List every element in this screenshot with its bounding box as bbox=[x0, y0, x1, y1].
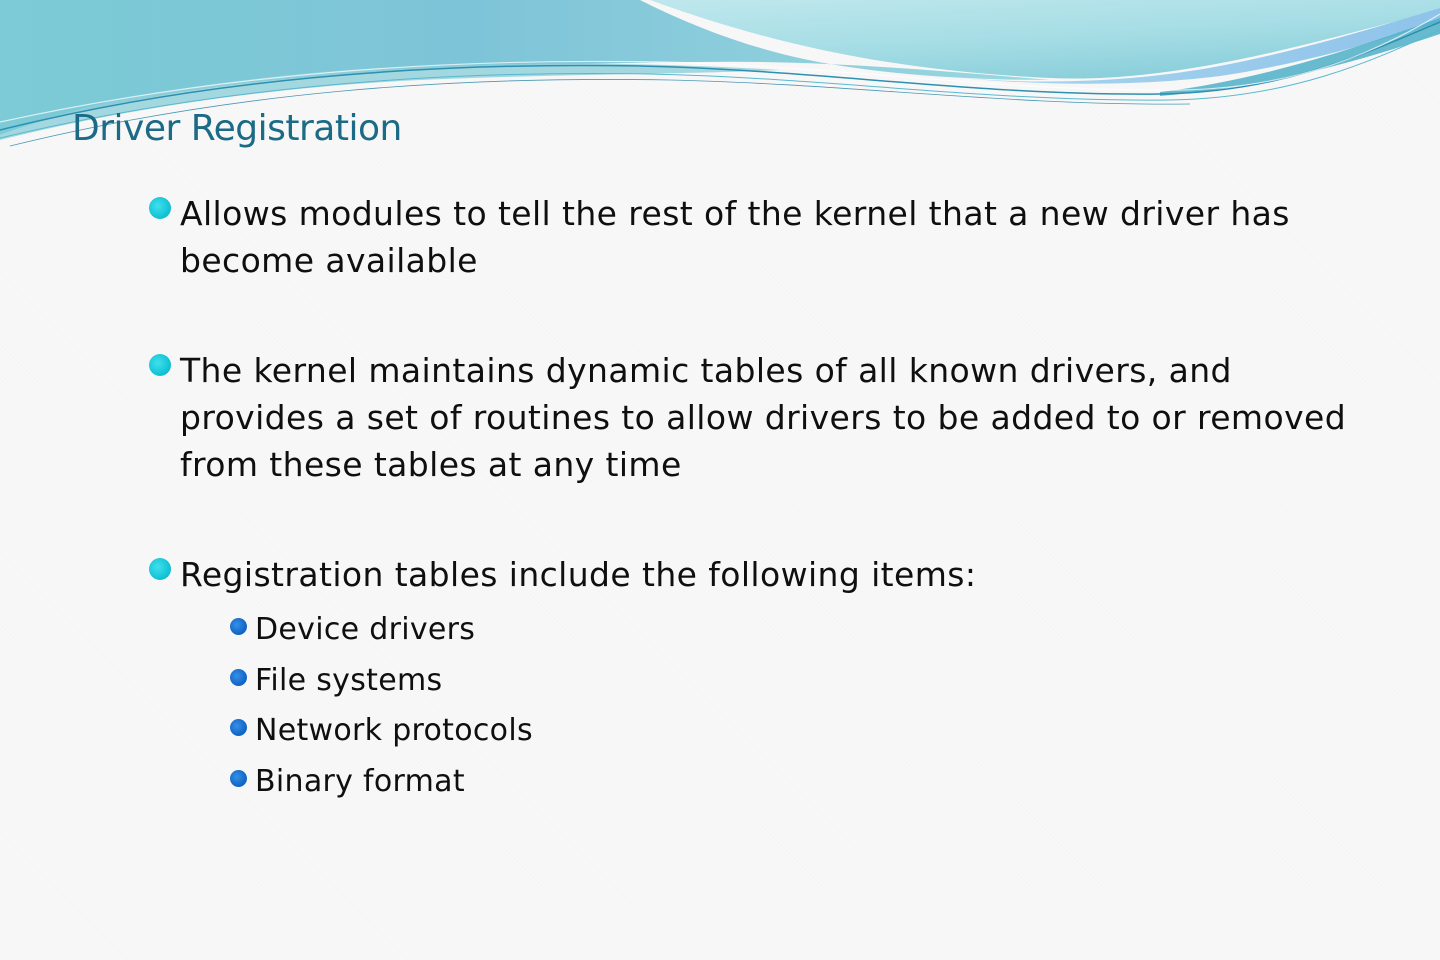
slide-title: Driver Registration bbox=[72, 108, 402, 149]
sub-bullet-text: Binary format bbox=[255, 763, 465, 799]
bullet-dot-icon bbox=[149, 197, 171, 219]
sub-bullet-text: Network protocols bbox=[255, 713, 533, 748]
sub-bullet-dot-icon bbox=[230, 618, 247, 635]
sub-bullet-text: Device drivers bbox=[255, 612, 476, 647]
bullet-dot-icon bbox=[149, 354, 171, 376]
sub-bullet-item bbox=[180, 605, 1348, 656]
sub-bullet-list bbox=[180, 605, 1348, 807]
bullet-item bbox=[148, 190, 1348, 284]
bullet-text: Registration tables include the following items: bbox=[180, 555, 977, 594]
bullet-text: Allows modules to tell the rest of the kernel that a new driver has become available bbox=[180, 194, 1290, 280]
sub-bullet-item bbox=[180, 656, 1348, 707]
bullet-item bbox=[148, 551, 1348, 807]
sub-bullet-text: File systems bbox=[255, 662, 443, 698]
bullet-text: The kernel maintains dynamic tables of all known drivers, and provides a set of routines to allow drivers to be added to or removed from these tables at any time bbox=[180, 351, 1347, 484]
sub-bullet-item bbox=[180, 706, 1348, 757]
bullet-dot-icon bbox=[149, 558, 171, 580]
sub-bullet-dot-icon bbox=[230, 669, 247, 686]
bullet-list bbox=[148, 190, 1348, 807]
sub-bullet-dot-icon bbox=[230, 719, 247, 736]
sub-bullet-item bbox=[180, 757, 1348, 808]
bullet-item bbox=[148, 347, 1348, 488]
sub-bullet-dot-icon bbox=[230, 770, 247, 787]
